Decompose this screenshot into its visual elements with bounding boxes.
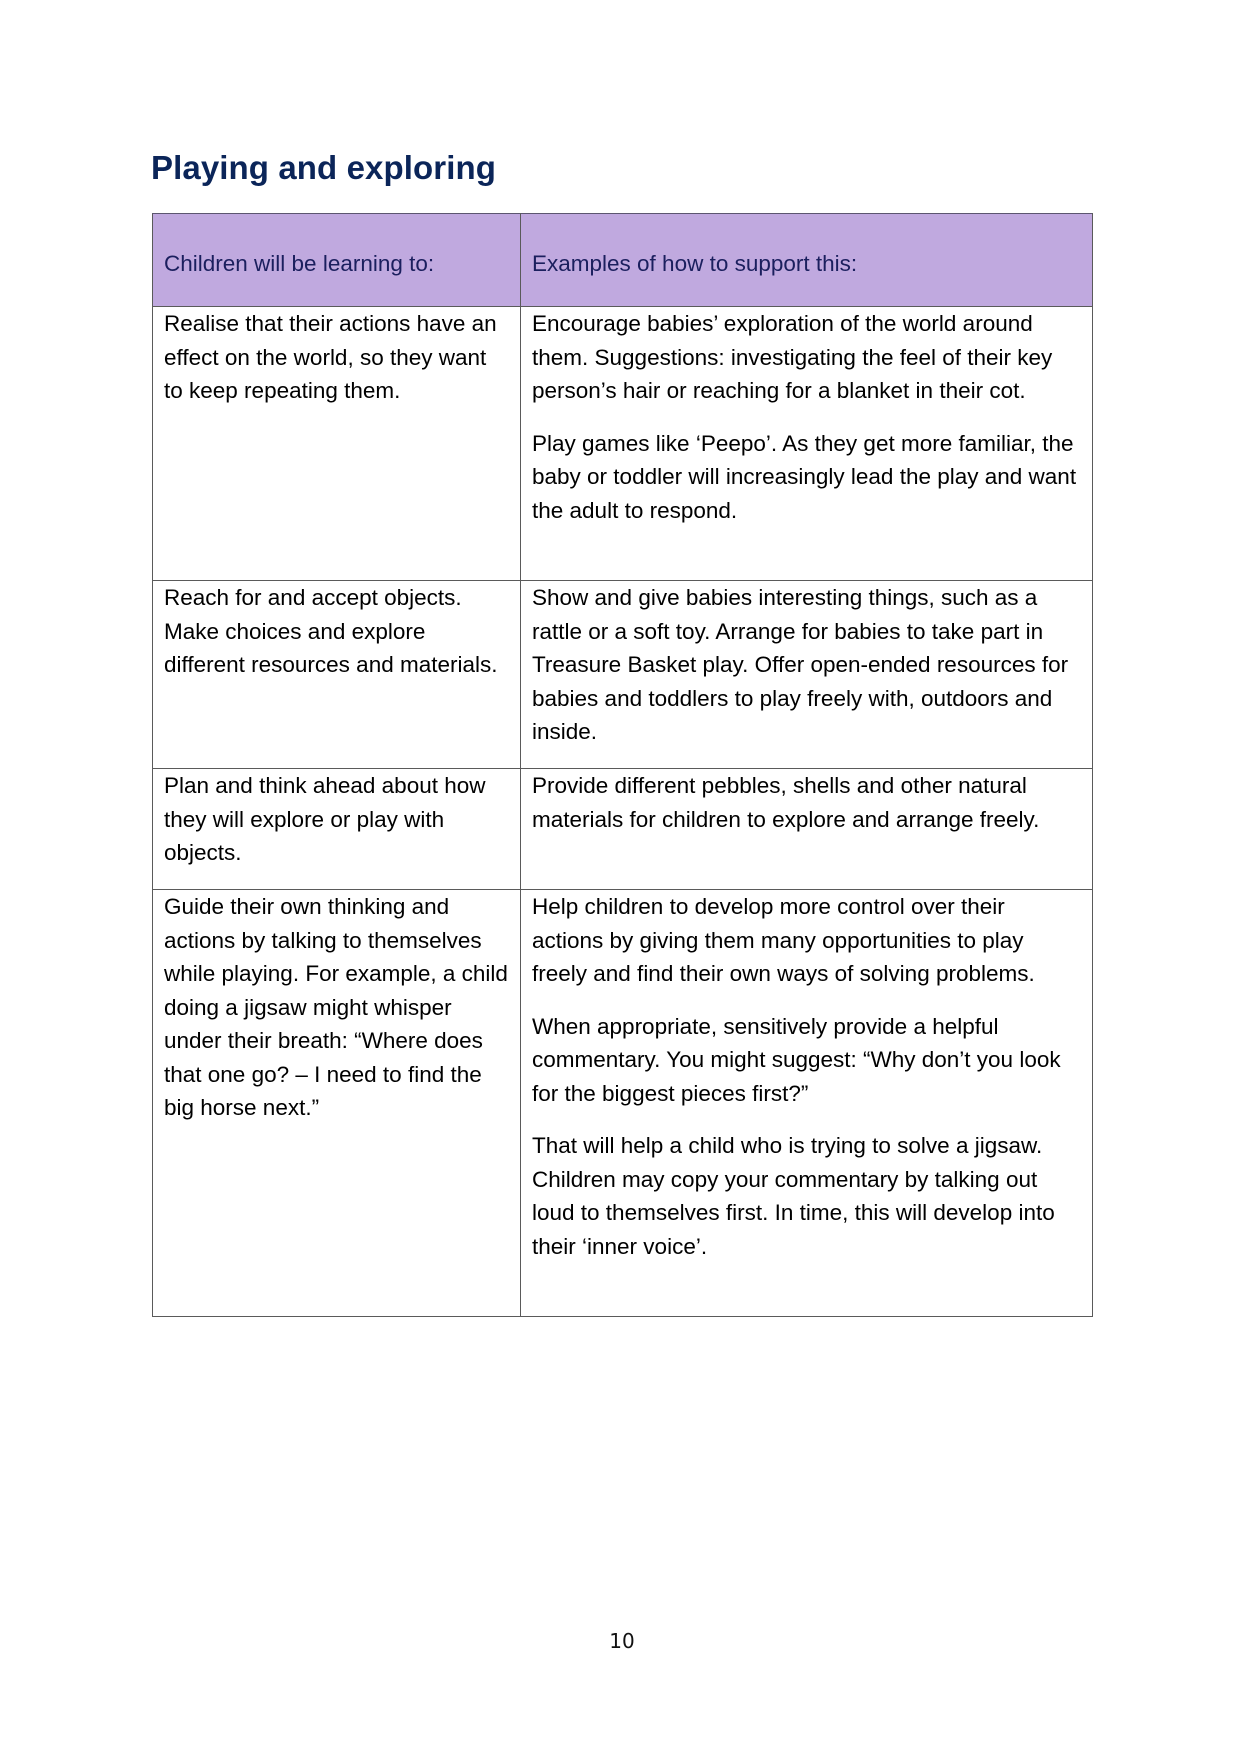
- support-paragraph: That will help a child who is trying to solve a jigsaw. Children may copy your commentary by talking out loud to themselves first. In time, this will develop into their ‘inner voice’.: [532, 1133, 1055, 1259]
- support-paragraph: Provide different pebbles, shells and other natural materials for children to explore and arrange freely.: [532, 773, 1040, 832]
- learning-cell: [153, 890, 521, 1317]
- page-title: Playing and exploring: [151, 149, 496, 186]
- header-learning: Children will be learning to:: [153, 214, 521, 307]
- page-number: 10: [609, 1629, 635, 1653]
- support-cell: [521, 769, 1093, 890]
- learning-text: Plan and think ahead about how they will explore or play with objects.: [164, 773, 486, 865]
- support-cell: [521, 581, 1093, 769]
- support-paragraph: Help children to develop more control over their actions by giving them many opportunities to play freely and find their own ways of solving problems.: [532, 894, 1035, 986]
- table-header-row: [153, 214, 1093, 307]
- learning-support-table: [152, 213, 1093, 1317]
- table-row: [153, 890, 1093, 1317]
- header-support: Examples of how to support this:: [521, 214, 1093, 307]
- table-row: [153, 769, 1093, 890]
- support-paragraph: Encourage babies’ exploration of the world around them. Suggestions: investigating the feel of their key person’s hair or reaching for a blanket in their cot.: [532, 311, 1053, 403]
- table-row: [153, 307, 1093, 581]
- learning-text: Reach for and accept objects. Make choices and explore different resources and materials.: [164, 585, 498, 677]
- learning-text: Realise that their actions have an effect on the world, so they want to keep repeating them.: [164, 311, 497, 403]
- support-paragraph: Play games like ‘Peepo’. As they get more familiar, the baby or toddler will increasingly lead the play and want the adult to respond.: [532, 430, 1077, 523]
- learning-cell: [153, 769, 521, 890]
- support-cell: [521, 307, 1093, 581]
- support-paragraph: When appropriate, sensitively provide a helpful commentary. You might suggest: “Why don’t you look for the biggest pieces first?”: [532, 1013, 1061, 1106]
- learning-cell: [153, 581, 521, 769]
- learning-cell: [153, 307, 521, 581]
- table-row: [153, 581, 1093, 769]
- learning-text: Guide their own thinking and actions by talking to themselves while playing. For example, a child doing a jigsaw might whisper under their breath: “Where does that one go? – I need to find the big horse next.”: [164, 894, 508, 1120]
- support-paragraph: Show and give babies interesting things, such as a rattle or a soft toy. Arrange for babies to take part in Treasure Basket play. Offer open-ended resources for babies and toddlers to play freely with, outdoors and inside.: [532, 585, 1069, 744]
- support-cell: [521, 890, 1093, 1317]
